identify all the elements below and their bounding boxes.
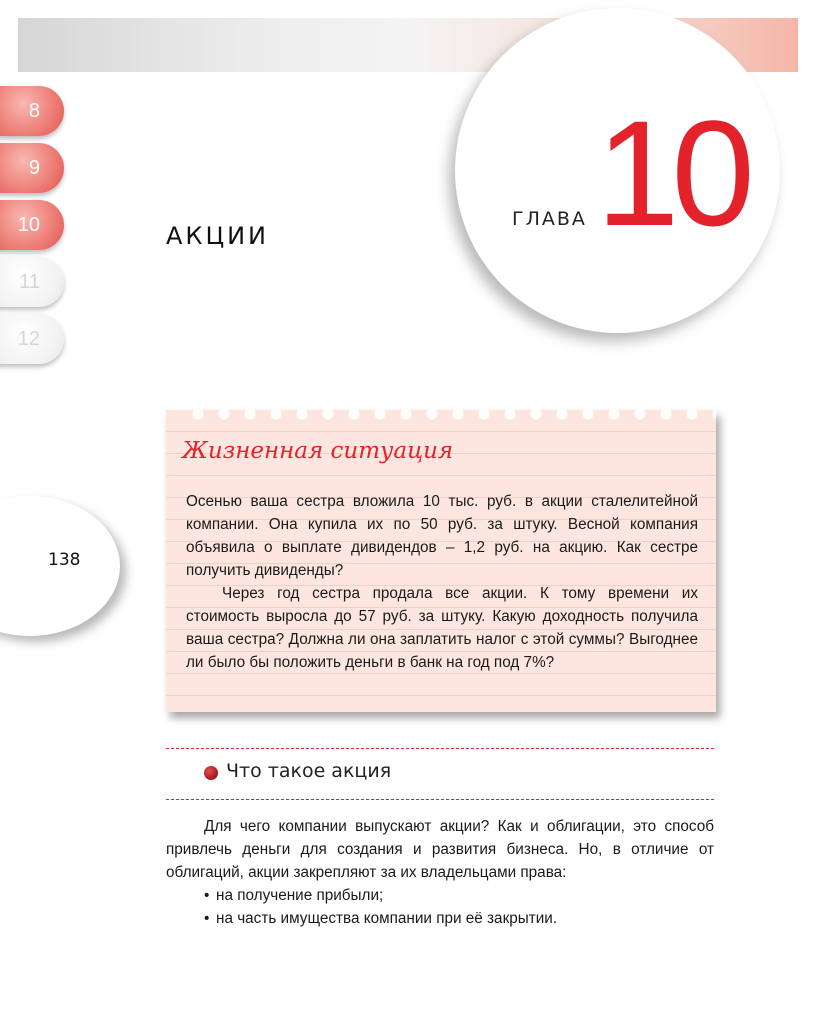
section-divider-top <box>166 748 714 749</box>
chapter-tab-9[interactable]: 9 <box>0 143 64 193</box>
chapter-tab-12[interactable]: 12 <box>0 314 64 364</box>
bullet-icon: • <box>204 910 210 927</box>
page-number: 138 <box>48 550 81 570</box>
list-item: • на получение прибыли; <box>166 884 714 907</box>
note-text <box>186 490 698 674</box>
chapter-tab-11[interactable]: 11 <box>0 257 64 307</box>
chapter-number: 10 <box>596 89 747 257</box>
section-title: Что такое акция <box>226 760 392 782</box>
chapter-title: АКЦИИ <box>166 222 269 250</box>
section-divider-bottom <box>166 799 714 800</box>
note-heading: Жизненная ситуация <box>182 438 454 464</box>
note-paragraph-2: Через год сестра продала все акции. К тому времени их стоимость выросла до 57 руб. за штуку. Какую доходность получила ваша сестра? Должна ли она заплатить налог с этой суммы? Выгоднее ли было бы положить деньги в банк на год под 7%? <box>186 585 698 671</box>
chapter-tab-8[interactable]: 8 <box>0 86 64 136</box>
section-bullet-icon <box>204 766 218 780</box>
bullet-icon: • <box>204 887 210 904</box>
note-paragraph-1: Осенью ваша сестра вложила 10 тыс. руб. в акции сталелитейной компании. Она купила их по 50 руб. за штуку. Весной компания объявила о выплате дивидендов – 1,2 руб. на акцию. Как сестре получить дивиденды? <box>186 493 698 579</box>
list-item: • на часть имущества компании при её закрытии. <box>166 907 714 930</box>
rights-list <box>166 884 714 930</box>
life-situation-note <box>166 410 716 712</box>
body-paragraph: Для чего компании выпускают акции? Как и облигации, это способ привлечь деньги для создания и развития бизнеса. Но, в отличие от облигаций, акции закрепляют за их владельцами права: <box>166 818 714 881</box>
chapter-tab-10[interactable]: 10 <box>0 200 64 250</box>
chapter-label: ГЛАВА <box>512 208 587 230</box>
body-text <box>166 815 714 930</box>
note-torn-edge <box>190 406 716 422</box>
